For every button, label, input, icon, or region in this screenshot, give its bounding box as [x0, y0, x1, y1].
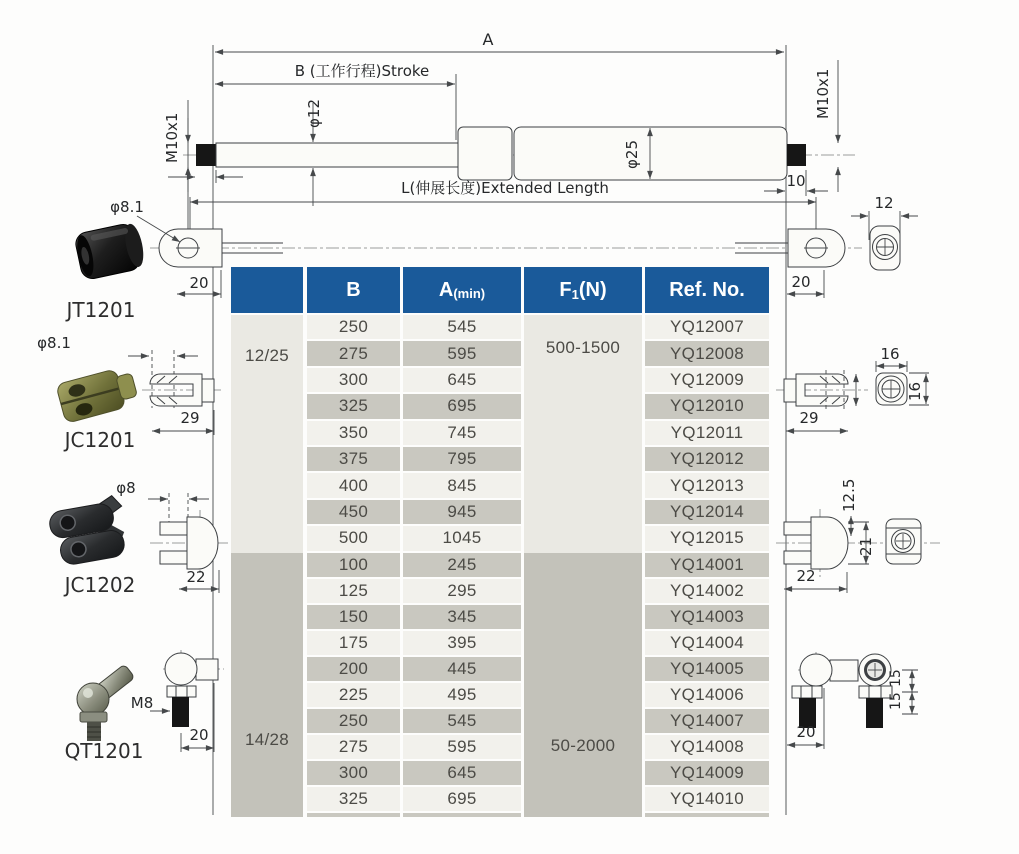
header-cell-blank — [231, 267, 303, 313]
dim-extended-length-label: L(伸展长度)Extended Length — [401, 179, 609, 197]
eyelet-end-view — [851, 194, 918, 270]
table-cell-partial — [403, 813, 521, 817]
fitting-code-qt1201: QT1201 — [64, 739, 144, 763]
table-cell-amin: 695 — [403, 787, 521, 811]
table-cell-amin: 645 — [403, 761, 521, 785]
table-cell-amin: 245 — [403, 553, 521, 577]
table-cell-ref: YQ14008 — [645, 735, 769, 759]
dim-rod-dia-label: φ12 — [305, 99, 323, 128]
table-cell-ref: YQ14006 — [645, 683, 769, 707]
table-cell-amin: 945 — [403, 500, 521, 524]
table-cell-b: 225 — [307, 683, 400, 707]
dim-ballstud-upper: 15 — [888, 669, 904, 687]
fitting-photo-qt1201 — [77, 664, 135, 741]
table-cell-amin: 445 — [403, 657, 521, 681]
dim-fork-len: 22 — [796, 567, 816, 585]
spec-table — [231, 267, 769, 817]
tube-collar — [458, 127, 512, 180]
table-cell-ref: YQ12011 — [645, 421, 769, 445]
table-cell-b: 250 — [307, 315, 400, 339]
dim-fork-prong-thickness: 12.5 — [840, 478, 858, 512]
table-cell-amin: 1045 — [403, 526, 521, 550]
table-cell-b: 100 — [307, 553, 400, 577]
dim-thread-right-label: M10x1 — [814, 68, 832, 119]
table-cell-ref: YQ14002 — [645, 579, 769, 603]
table-cell-ref: YQ14007 — [645, 709, 769, 733]
fitting-photo-jc1202 — [47, 494, 130, 567]
dim-ballstud-len: 20 — [796, 723, 816, 741]
table-cell-amin: 745 — [403, 421, 521, 445]
table-cell-b: 325 — [307, 394, 400, 418]
fitting-drawing-jc1201 — [142, 374, 224, 406]
header-cell-refno: Ref. No. — [645, 267, 769, 313]
table-cell-ref: YQ12009 — [645, 368, 769, 392]
dim-jc1201-len-label: 29 — [180, 409, 200, 427]
table-cell-amin: 795 — [403, 447, 521, 471]
fitting-code-jc1201: JC1201 — [64, 428, 136, 452]
fitting-drawing-qt1201 — [163, 650, 224, 727]
table-cell-b: 375 — [307, 447, 400, 471]
table-cell-amin: 295 — [403, 579, 521, 603]
table-cell-ref: YQ12010 — [645, 394, 769, 418]
piston-rod — [216, 143, 458, 167]
table-cell-ref: YQ12008 — [645, 341, 769, 365]
dim-a-label: A — [482, 30, 494, 49]
table-cell-b: 300 — [307, 368, 400, 392]
gas-spring-side-view — [163, 30, 855, 243]
table-cell-ref: YQ14005 — [645, 657, 769, 681]
dim-fork-height: 21 — [857, 536, 875, 556]
table-group-size-cell: 12/25 — [231, 315, 303, 553]
header-cell-b: B — [307, 267, 400, 313]
dim-qt1201-len-label: 20 — [189, 726, 209, 744]
table-cell-ref: YQ12013 — [645, 473, 769, 497]
header-cell-amin: A (min) — [403, 267, 521, 313]
dim-b-stroke-label: B (工作行程)Stroke — [294, 62, 430, 80]
table-cell-amin: 845 — [403, 473, 521, 497]
dim-clevis-end-width: 16 — [880, 345, 900, 363]
fitting-code-jt1201: JT1201 — [66, 298, 136, 322]
dim-eyelet-width-label: 12 — [874, 194, 894, 212]
dim-eyelet-hole-label: φ8.1 — [110, 198, 144, 216]
fitting-photo-jt1201 — [74, 221, 147, 280]
table-cell-b: 275 — [307, 735, 400, 759]
dim-tube-dia-label: φ25 — [623, 140, 641, 169]
table-cell-b: 325 — [307, 787, 400, 811]
table-cell-amin: 545 — [403, 315, 521, 339]
table-cell-ref: YQ12014 — [645, 500, 769, 524]
table-cell-ref: YQ14010 — [645, 787, 769, 811]
table-cell-ref: YQ14009 — [645, 761, 769, 785]
table-cell-b: 300 — [307, 761, 400, 785]
table-cell-amin: 695 — [403, 394, 521, 418]
table-cell-amin: 495 — [403, 683, 521, 707]
fitting-qt1201 — [65, 650, 224, 763]
table-cell-ref: YQ14003 — [645, 605, 769, 629]
dim-eyelet-left-len: 20 — [189, 274, 209, 292]
table-cell-ref: YQ14004 — [645, 631, 769, 655]
table-cell-ref: YQ12007 — [645, 315, 769, 339]
table-cell-amin: 645 — [403, 368, 521, 392]
table-cell-b: 350 — [307, 421, 400, 445]
table-cell-b: 200 — [307, 657, 400, 681]
table-cell-b: 275 — [307, 341, 400, 365]
thread-end-left — [196, 144, 216, 166]
table-cell-ref: YQ12012 — [645, 447, 769, 471]
thread-end-right — [787, 144, 806, 166]
fitting-drawing-jc1202 — [150, 510, 228, 576]
dim-clevis-right-len: 29 — [799, 409, 819, 427]
table-cell-b: 500 — [307, 526, 400, 550]
table-cell-partial — [645, 813, 769, 817]
table-cell-b: 250 — [307, 709, 400, 733]
table-cell-partial — [307, 813, 400, 817]
table-cell-ref: YQ12015 — [645, 526, 769, 550]
header-cell-f1n: F 1 (N) — [524, 267, 642, 313]
table-cell-amin: 545 — [403, 709, 521, 733]
table-group-force-cell: 50-2000 — [524, 553, 642, 817]
dim-qt1201-thread-label: M8 — [130, 694, 154, 712]
fitting-jc1201 — [37, 334, 224, 452]
dim-ballstud-lower: 15 — [888, 692, 904, 710]
table-cell-amin: 595 — [403, 341, 521, 365]
table-cell-amin: 395 — [403, 631, 521, 655]
table-group-size-cell: 14/28 — [231, 553, 303, 817]
fitting-drawing-fork-right — [776, 479, 940, 593]
table-cell-amin: 345 — [403, 605, 521, 629]
fitting-jc1202 — [47, 479, 228, 597]
dim-thread-len-label: 10 — [786, 172, 806, 190]
table-cell-b: 175 — [307, 631, 400, 655]
table-cell-b: 400 — [307, 473, 400, 497]
dim-clevis-end-height: 16 — [906, 381, 924, 401]
table-cell-b: 125 — [307, 579, 400, 603]
table-cell-b: 450 — [307, 500, 400, 524]
dim-eyelet-right-len: 20 — [791, 273, 811, 291]
fitting-photo-jc1201 — [56, 365, 140, 423]
table-cell-b: 150 — [307, 605, 400, 629]
fitting-code-jc1202: JC1202 — [64, 573, 136, 597]
table-cell-amin: 595 — [403, 735, 521, 759]
fitting-drawing-ballstud-right — [787, 652, 918, 749]
dim-jc1201-hole-label: φ8.1 — [37, 334, 71, 352]
dim-jc1202-hole-label: φ8 — [116, 479, 136, 497]
cylinder-tube — [514, 127, 787, 180]
dim-thread-left-label: M10x1 — [163, 112, 181, 163]
fitting-drawing-clevis-right — [776, 345, 929, 431]
fitting-jt1201 — [64, 221, 147, 322]
table-group-force-cell: 500-1500 — [524, 315, 642, 553]
dim-jc1202-len-label: 22 — [186, 568, 206, 586]
table-cell-ref: YQ14001 — [645, 553, 769, 577]
